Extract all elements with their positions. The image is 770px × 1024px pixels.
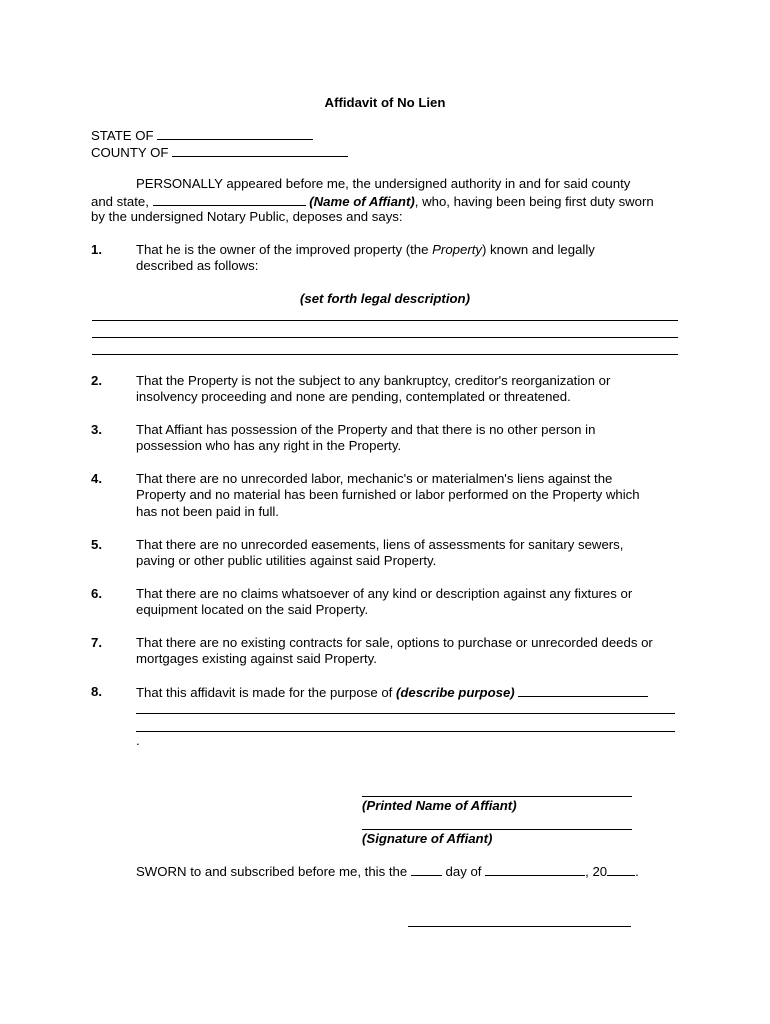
item-text: equipment located on the said Property.: [136, 602, 369, 617]
item-number: 1.: [91, 242, 102, 257]
intro-line-1: PERSONALLY appeared before me, the undersigned authority in and for said county: [136, 176, 631, 191]
item-text: [136, 684, 648, 702]
sworn-line: [136, 863, 639, 881]
signature-label: (Signature of Affiant): [362, 831, 493, 846]
purpose-line[interactable]: [136, 731, 675, 732]
intro-line-2-start: and state,: [91, 194, 153, 209]
purpose-line[interactable]: [136, 713, 675, 714]
legal-description-line[interactable]: [92, 354, 678, 355]
affiant-name-blank[interactable]: [153, 193, 306, 206]
county-label: COUNTY OF: [91, 145, 173, 160]
item-number: 5.: [91, 537, 102, 552]
property-term: Property: [432, 242, 482, 257]
sworn-text-2: day of: [441, 864, 486, 879]
item-text: has not been paid in full.: [136, 504, 279, 519]
item-1-text-b: ) known and legally: [481, 242, 595, 257]
item-text: That there are no existing contracts for sale, options to purchase or unrecorded deeds or: [136, 635, 653, 650]
item-number: 7.: [91, 635, 102, 650]
describe-purpose-label: (describe purpose): [395, 685, 515, 700]
item-text: paving or other public utilities against said Property.: [136, 553, 437, 568]
county-line: [91, 144, 348, 162]
state-label: STATE OF: [91, 128, 158, 143]
legal-description-line[interactable]: [92, 320, 678, 321]
item-text: That there are no claims whatsoever of any kind or description against any fixtures or: [136, 586, 633, 601]
day-blank[interactable]: [411, 863, 442, 876]
item-text: described as follows:: [136, 258, 259, 273]
purpose-blank[interactable]: [518, 684, 648, 697]
purpose-period: .: [136, 733, 140, 748]
item-text: insolvency proceeding and none are pending, contemplated or threatened.: [136, 389, 571, 404]
document-title: Affidavit of No Lien: [324, 95, 446, 110]
item-8-text: That this affidavit is made for the purpose of: [136, 685, 396, 700]
item-text: possession who has any right in the Property.: [136, 438, 402, 453]
item-text: mortgages existing against said Property.: [136, 651, 377, 666]
state-blank[interactable]: [157, 127, 313, 140]
item-number: 2.: [91, 373, 102, 388]
state-line: [91, 127, 313, 145]
year-blank[interactable]: [607, 863, 635, 876]
sworn-text-4: .: [635, 864, 639, 879]
item-text: Property and no material has been furnished or labor performed on the Property which: [136, 487, 640, 502]
notary-signature-line[interactable]: [408, 926, 631, 927]
name-of-affiant-label: (Name of Affiant): [309, 194, 415, 209]
item-text: [136, 242, 595, 259]
intro-line-3: by the undersigned Notary Public, deposes and says:: [91, 209, 403, 224]
item-number: 3.: [91, 422, 102, 437]
sworn-text-3: , 20: [585, 864, 608, 879]
month-blank[interactable]: [485, 863, 585, 876]
item-1-text-a: That he is the owner of the improved property (the: [136, 242, 433, 257]
intro-line-2-end: , who, having been being first duty sworn: [414, 194, 654, 209]
item-text: That the Property is not the subject to any bankruptcy, creditor's reorganization or: [136, 373, 611, 388]
printed-name-line[interactable]: [362, 796, 632, 797]
printed-name-label: (Printed Name of Affiant): [362, 798, 517, 813]
item-number: 4.: [91, 471, 102, 486]
signature-line[interactable]: [362, 829, 632, 830]
item-text: That there are no unrecorded labor, mechanic's or materialmen's liens against the: [136, 471, 613, 486]
county-blank[interactable]: [172, 144, 348, 157]
item-text: That there are no unrecorded easements, liens of assessments for sanitary sewers,: [136, 537, 624, 552]
legal-description-label: (set forth legal description): [300, 291, 470, 306]
sworn-text-1: SWORN to and subscribed before me, this the: [136, 864, 411, 879]
item-number: 6.: [91, 586, 102, 601]
intro-line-2: [91, 193, 654, 211]
legal-description-line[interactable]: [92, 337, 678, 338]
item-text: That Affiant has possession of the Property and that there is no other person in: [136, 422, 596, 437]
item-number: 8.: [91, 684, 102, 699]
